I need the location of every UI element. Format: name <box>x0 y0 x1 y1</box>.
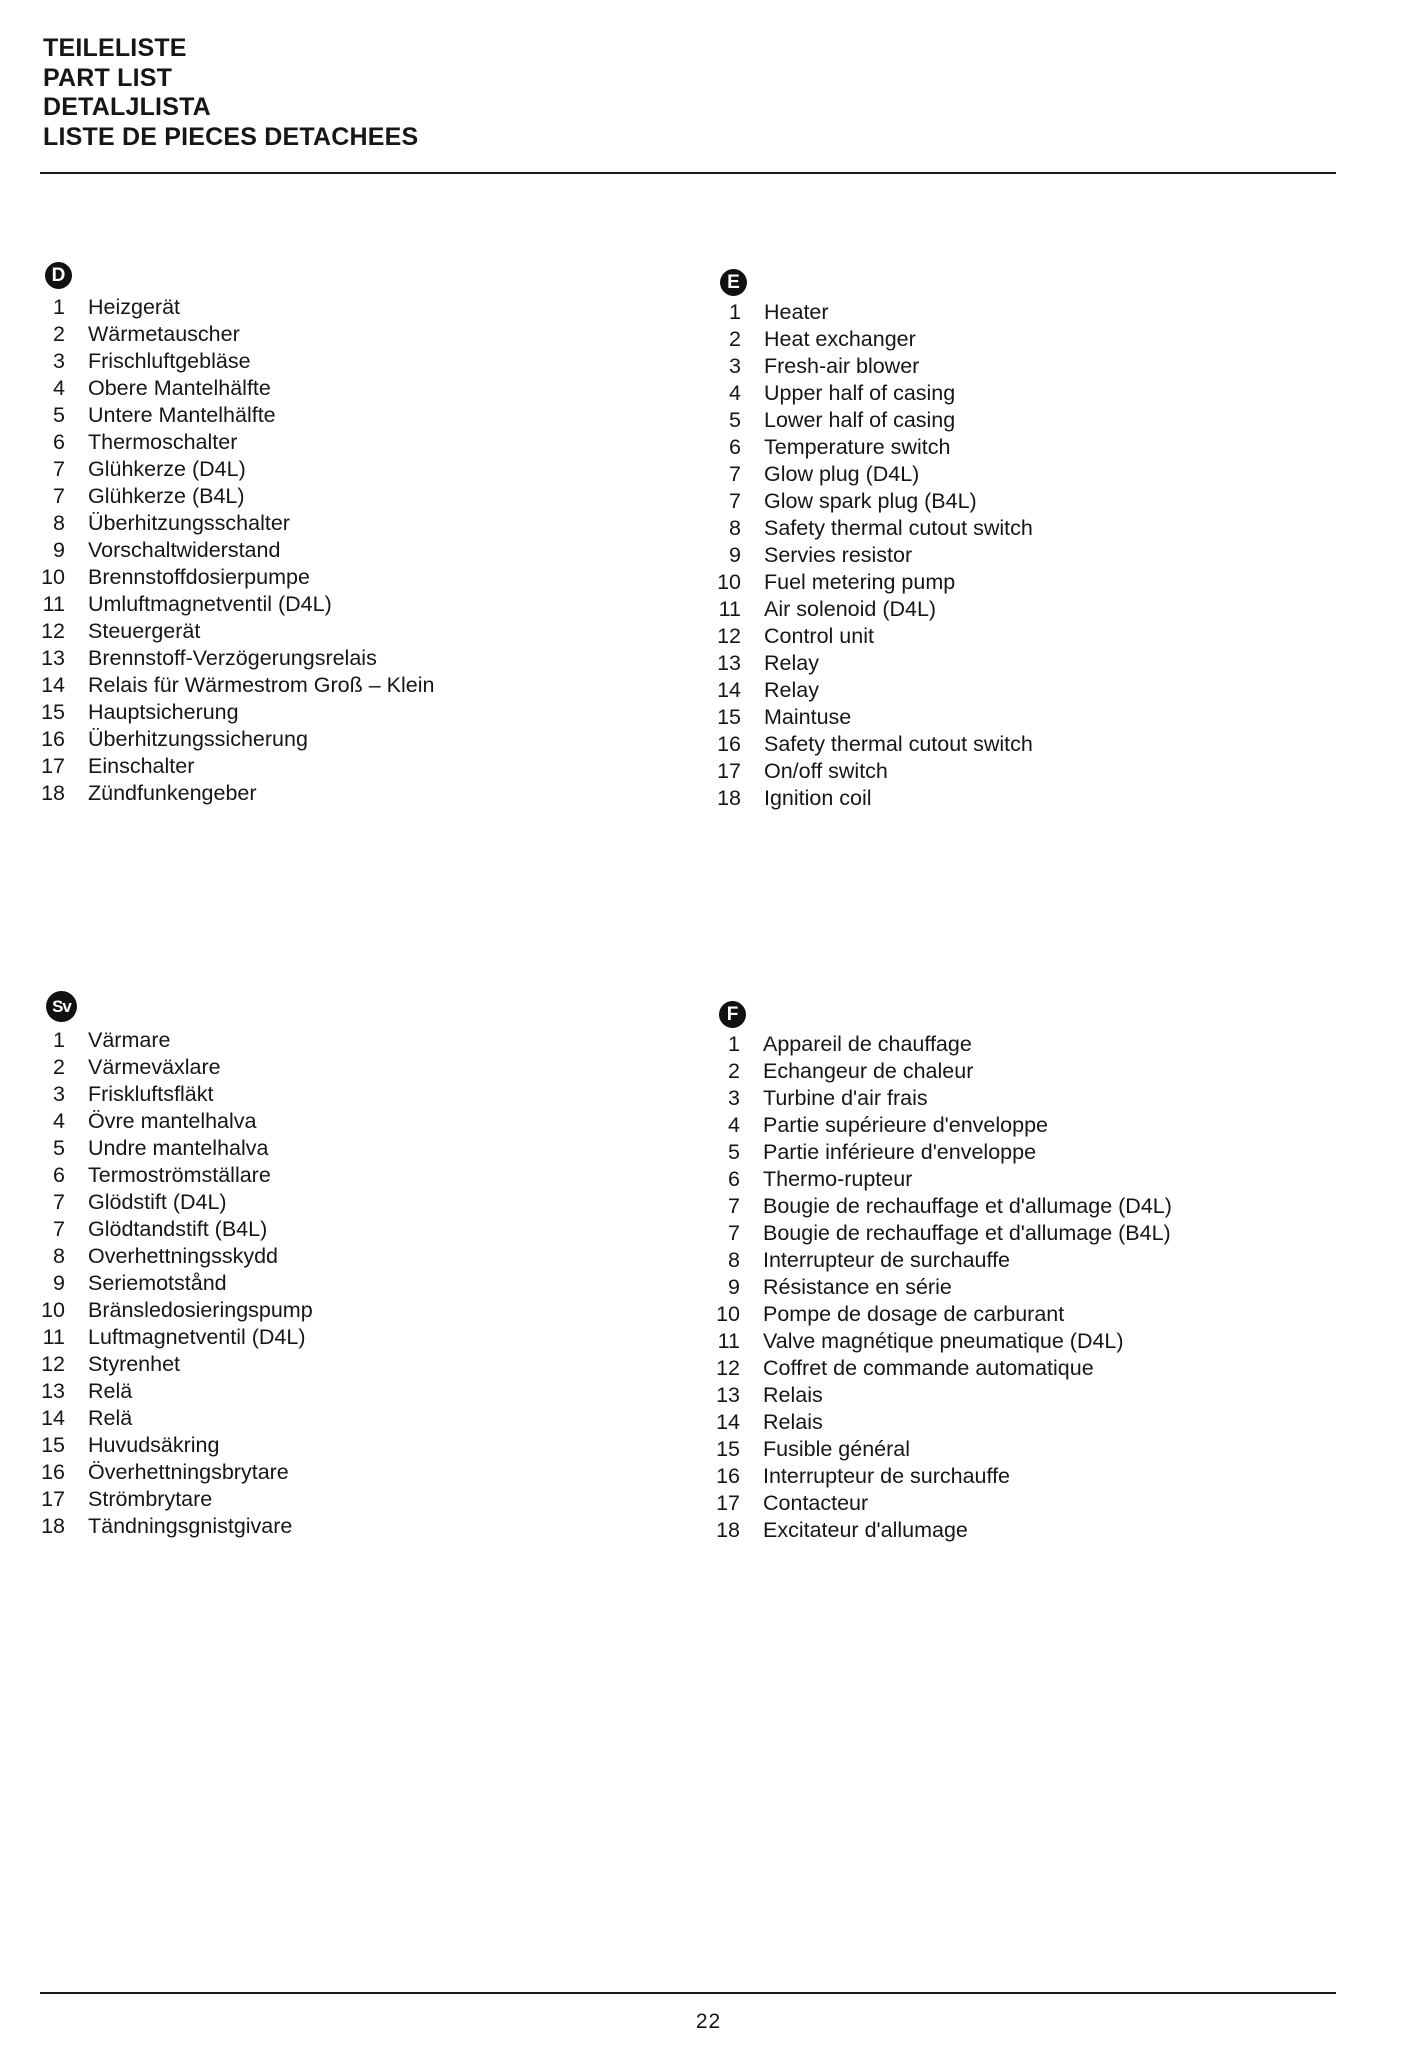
item-number: 7 <box>53 484 65 508</box>
item-number: 1 <box>53 1028 65 1052</box>
item-number: 17 <box>717 759 741 783</box>
list-item <box>715 1193 1315 1220</box>
item-name: Overhettningsskydd <box>88 1244 279 1268</box>
list-item <box>715 1274 1315 1301</box>
item-number: 16 <box>716 1464 740 1488</box>
list-item <box>40 1081 640 1108</box>
item-number: 11 <box>718 597 741 621</box>
list-item <box>40 1459 640 1486</box>
item-name: Coffret de commande automatique <box>763 1356 1094 1380</box>
list-item <box>715 1436 1315 1463</box>
item-number: 5 <box>729 408 741 432</box>
item-number: 14 <box>717 678 741 702</box>
item-name: Excitateur d'allumage <box>763 1518 968 1542</box>
item-name: Luftmagnetventil (D4L) <box>88 1325 306 1349</box>
list-item <box>40 1486 640 1513</box>
item-name: Brennstoff-Verzögerungsrelais <box>88 646 377 670</box>
item-name: Relä <box>88 1406 133 1430</box>
item-name: Heater <box>764 300 829 324</box>
parts-list-swedish <box>40 991 640 1540</box>
list-item <box>715 1490 1315 1517</box>
item-name: Valve magnétique pneumatique (D4L) <box>763 1329 1124 1353</box>
item-number: 8 <box>728 1248 740 1272</box>
list-item <box>40 1378 640 1405</box>
item-number: 17 <box>41 1487 65 1511</box>
item-name: Termoströmställare <box>88 1163 271 1187</box>
item-number: 15 <box>717 705 741 729</box>
item-name: Interrupteur de surchauffe <box>763 1464 1011 1488</box>
list-item <box>715 1382 1315 1409</box>
list-item <box>716 515 1316 542</box>
item-name: Frischluftgebläse <box>88 349 251 373</box>
item-number: 14 <box>716 1410 740 1434</box>
item-number: 6 <box>729 435 741 459</box>
list-item <box>40 618 640 645</box>
list-item <box>715 1166 1315 1193</box>
item-number: 3 <box>53 349 65 373</box>
item-number: 5 <box>728 1140 740 1164</box>
list-item <box>715 1085 1315 1112</box>
list-item <box>715 1247 1315 1274</box>
item-name: Styrenhet <box>88 1352 181 1376</box>
item-name: Thermo-rupteur <box>763 1167 913 1191</box>
item-number: 7 <box>53 457 65 481</box>
list-item <box>40 456 640 483</box>
language-badge-de: D <box>45 262 72 289</box>
item-number: 16 <box>41 727 65 751</box>
list-item <box>40 510 640 537</box>
list-item <box>716 353 1316 380</box>
list-item <box>716 380 1316 407</box>
item-number: 2 <box>53 1055 65 1079</box>
item-number: 10 <box>716 1302 740 1326</box>
list-item <box>715 1220 1315 1247</box>
list-item <box>40 429 640 456</box>
list-item <box>716 704 1316 731</box>
parts-list <box>40 1027 640 1540</box>
page-header <box>43 34 743 152</box>
parts-list-french <box>715 1001 1315 1544</box>
item-number: 7 <box>729 462 741 486</box>
item-name: Fuel metering pump <box>764 570 956 594</box>
list-item <box>40 1108 640 1135</box>
item-number: 5 <box>53 403 65 427</box>
item-name: Relais <box>763 1410 823 1434</box>
item-number: 13 <box>717 651 741 675</box>
item-number: 16 <box>41 1460 65 1484</box>
item-number: 6 <box>53 430 65 454</box>
list-item <box>40 1162 640 1189</box>
parts-list <box>716 299 1316 812</box>
item-name: Relais für Wärmestrom Groß – Klein <box>88 673 435 697</box>
item-number: 7 <box>53 1190 65 1214</box>
item-number: 18 <box>717 786 741 810</box>
item-number: 9 <box>53 538 65 562</box>
parts-list-english <box>716 269 1316 812</box>
item-number: 1 <box>53 295 65 319</box>
list-item <box>40 1216 640 1243</box>
item-name: Överhettningsbrytare <box>88 1460 289 1484</box>
item-number: 9 <box>729 543 741 567</box>
item-number: 12 <box>41 1352 65 1376</box>
item-name: Strömbrytare <box>88 1487 213 1511</box>
list-item <box>40 1027 640 1054</box>
list-item <box>40 483 640 510</box>
item-number: 3 <box>728 1086 740 1110</box>
item-number: 9 <box>728 1275 740 1299</box>
item-number: 7 <box>728 1221 740 1245</box>
item-name: Tändningsgnistgivare <box>88 1514 293 1538</box>
item-name: Servies resistor <box>764 543 913 567</box>
item-name: Glödstift (D4L) <box>88 1190 227 1214</box>
item-name: Überhitzungsschalter <box>88 511 290 535</box>
list-item <box>716 434 1316 461</box>
item-number: 13 <box>41 1379 65 1403</box>
item-name: Värmeväxlare <box>88 1055 221 1079</box>
item-number: 4 <box>53 1109 65 1133</box>
item-number: 3 <box>53 1082 65 1106</box>
list-item <box>715 1409 1315 1436</box>
item-name: Fusible général <box>763 1437 911 1461</box>
list-item <box>40 294 640 321</box>
item-number: 6 <box>53 1163 65 1187</box>
list-item <box>715 1031 1315 1058</box>
item-name: Fresh-air blower <box>764 354 920 378</box>
item-name: Hauptsicherung <box>88 700 239 724</box>
item-name: Vorschaltwiderstand <box>88 538 281 562</box>
list-item <box>40 780 640 807</box>
list-item <box>716 785 1316 812</box>
parts-list <box>715 1031 1315 1544</box>
item-name: Temperature switch <box>764 435 951 459</box>
list-item <box>40 753 640 780</box>
list-item <box>716 596 1316 623</box>
list-item <box>715 1112 1315 1139</box>
list-item <box>40 402 640 429</box>
language-badge-fr: F <box>719 1001 746 1028</box>
item-name: Einschalter <box>88 754 195 778</box>
item-number: 11 <box>717 1329 740 1353</box>
item-name: Lower half of casing <box>764 408 956 432</box>
list-item <box>716 569 1316 596</box>
list-item <box>716 731 1316 758</box>
item-name: Safety thermal cutout switch <box>764 732 1033 756</box>
item-number: 16 <box>717 732 741 756</box>
item-name: Glow plug (D4L) <box>764 462 920 486</box>
item-name: Glödtandstift (B4L) <box>88 1217 268 1241</box>
item-name: Undre mantelhalva <box>88 1136 269 1160</box>
item-number: 18 <box>41 1514 65 1538</box>
item-name: Thermoschalter <box>88 430 238 454</box>
item-number: 2 <box>53 322 65 346</box>
list-item <box>40 348 640 375</box>
list-item <box>40 1243 640 1270</box>
item-name: Steuergerät <box>88 619 201 643</box>
item-name: Övre mantelhalva <box>88 1109 257 1133</box>
footer-divider <box>40 1992 1336 1994</box>
item-number: 2 <box>728 1059 740 1083</box>
item-name: Upper half of casing <box>764 381 956 405</box>
list-item <box>40 1270 640 1297</box>
item-name: Wärmetauscher <box>88 322 240 346</box>
list-item <box>715 1328 1315 1355</box>
item-number: 2 <box>729 327 741 351</box>
list-item <box>40 375 640 402</box>
list-item <box>716 758 1316 785</box>
item-name: Relay <box>764 678 819 702</box>
item-name: Turbine d'air frais <box>763 1086 928 1110</box>
item-number: 14 <box>41 673 65 697</box>
list-item <box>40 726 640 753</box>
list-item <box>716 488 1316 515</box>
item-number: 17 <box>716 1491 740 1515</box>
item-name: Résistance en série <box>763 1275 952 1299</box>
item-name: Heat exchanger <box>764 327 916 351</box>
item-name: Glow spark plug (B4L) <box>764 489 977 513</box>
item-number: 14 <box>41 1406 65 1430</box>
item-number: 3 <box>729 354 741 378</box>
item-number: 4 <box>729 381 741 405</box>
item-number: 1 <box>729 300 741 324</box>
item-name: Echangeur de chaleur <box>763 1059 974 1083</box>
item-name: Umluftmagnetventil (D4L) <box>88 592 332 616</box>
header-divider <box>40 172 1336 174</box>
list-item <box>716 461 1316 488</box>
item-name: Relais <box>763 1383 823 1407</box>
item-name: Control unit <box>764 624 874 648</box>
list-item <box>40 564 640 591</box>
item-number: 11 <box>42 1325 65 1349</box>
list-item <box>715 1139 1315 1166</box>
item-name: Contacteur <box>763 1491 869 1515</box>
item-name: Appareil de chauffage <box>763 1032 972 1056</box>
item-name: Glühkerze (B4L) <box>88 484 245 508</box>
list-item <box>40 321 640 348</box>
item-name: Maintuse <box>764 705 852 729</box>
item-name: Safety thermal cutout switch <box>764 516 1033 540</box>
header-title-de: TEILELISTE <box>43 34 187 62</box>
list-item <box>40 1135 640 1162</box>
list-item <box>716 677 1316 704</box>
item-number: 10 <box>717 570 741 594</box>
item-number: 7 <box>729 489 741 513</box>
list-item <box>715 1058 1315 1085</box>
header-title-en: PART LIST <box>43 63 173 92</box>
item-name: Seriemotstånd <box>88 1271 227 1295</box>
list-item <box>716 326 1316 353</box>
item-number: 6 <box>728 1167 740 1191</box>
item-name: Heizgerät <box>88 295 181 319</box>
item-name: Huvudsäkring <box>88 1433 220 1457</box>
item-name: Obere Mantelhälfte <box>88 376 271 400</box>
item-number: 15 <box>41 1433 65 1457</box>
item-number: 7 <box>53 1217 65 1241</box>
item-number: 18 <box>41 781 65 805</box>
list-item <box>40 1405 640 1432</box>
item-number: 4 <box>728 1113 740 1137</box>
item-name: Air solenoid (D4L) <box>764 597 937 621</box>
list-item <box>40 1351 640 1378</box>
item-name: Pompe de dosage de carburant <box>763 1302 1065 1326</box>
item-name: Bougie de rechauffage et d'allumage (D4L) <box>763 1194 1172 1218</box>
list-item <box>40 645 640 672</box>
item-number: 12 <box>716 1356 740 1380</box>
item-number: 10 <box>41 1298 65 1322</box>
list-item <box>716 542 1316 569</box>
item-name: Brennstoffdosierpumpe <box>88 565 310 589</box>
item-number: 13 <box>41 646 65 670</box>
item-name: Zündfunkengeber <box>88 781 257 805</box>
item-name: On/off switch <box>764 759 888 783</box>
item-number: 7 <box>728 1194 740 1218</box>
header-title-fr: LISTE DE PIECES DETACHEES <box>43 122 419 151</box>
item-number: 5 <box>53 1136 65 1160</box>
item-number: 17 <box>41 754 65 778</box>
list-item <box>40 1432 640 1459</box>
list-item <box>715 1355 1315 1382</box>
item-number: 8 <box>729 516 741 540</box>
language-badge-en: E <box>720 269 747 296</box>
item-number: 10 <box>41 565 65 589</box>
list-item <box>716 623 1316 650</box>
item-number: 18 <box>716 1518 740 1542</box>
item-name: Bränsledosieringspump <box>88 1298 313 1322</box>
item-number: 1 <box>728 1032 740 1056</box>
list-item <box>716 407 1316 434</box>
item-number: 11 <box>42 592 65 616</box>
item-name: Glühkerze (D4L) <box>88 457 246 481</box>
page-number: 22 <box>695 2010 722 2033</box>
list-item <box>40 699 640 726</box>
list-item <box>40 591 640 618</box>
item-number: 9 <box>53 1271 65 1295</box>
list-item <box>40 537 640 564</box>
list-item <box>40 1297 640 1324</box>
item-number: 4 <box>53 376 65 400</box>
parts-list-german <box>40 262 640 807</box>
item-name: Partie supérieure d'enveloppe <box>763 1113 1048 1137</box>
item-number: 12 <box>41 619 65 643</box>
parts-list <box>40 294 640 807</box>
item-name: Interrupteur de surchauffe <box>763 1248 1011 1272</box>
language-badge-sv: Sv <box>46 991 77 1022</box>
header-title-sv: DETALJLISTA <box>43 93 211 121</box>
item-name: Ignition coil <box>764 786 872 810</box>
item-number: 13 <box>716 1383 740 1407</box>
list-item <box>40 1054 640 1081</box>
list-item <box>716 650 1316 677</box>
list-item <box>40 672 640 699</box>
item-number: 12 <box>717 624 741 648</box>
item-number: 15 <box>716 1437 740 1461</box>
item-name: Bougie de rechauffage et d'allumage (B4L) <box>763 1221 1171 1245</box>
item-number: 8 <box>53 511 65 535</box>
list-item <box>716 299 1316 326</box>
item-name: Relay <box>764 651 819 675</box>
item-name: Überhitzungssicherung <box>88 727 308 751</box>
item-name: Untere Mantelhälfte <box>88 403 276 427</box>
item-number: 8 <box>53 1244 65 1268</box>
list-item <box>715 1301 1315 1328</box>
item-number: 15 <box>41 700 65 724</box>
item-name: Friskluftsfläkt <box>88 1082 214 1106</box>
list-item <box>715 1463 1315 1490</box>
item-name: Partie inférieure d'enveloppe <box>763 1140 1037 1164</box>
list-item <box>40 1513 640 1540</box>
item-name: Värmare <box>88 1028 171 1052</box>
item-name: Relä <box>88 1379 133 1403</box>
list-item <box>40 1324 640 1351</box>
list-item <box>40 1189 640 1216</box>
list-item <box>715 1517 1315 1544</box>
